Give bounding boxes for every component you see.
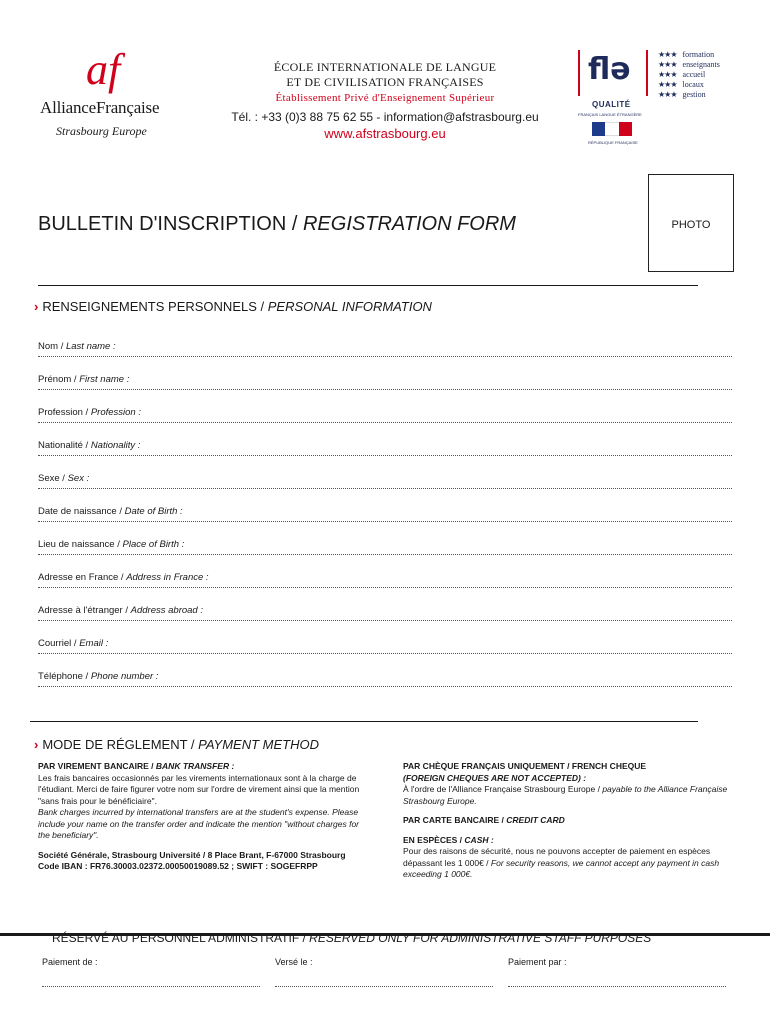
field-email[interactable]: [38, 640, 732, 654]
staff-field-paiement-de: Paiement de :: [42, 957, 98, 967]
staff-field-paiement-par: Paiement par :: [508, 957, 567, 967]
french-flag-icon: [592, 122, 632, 136]
cash-text: Pour des raisons de sécurité, nous ne pouvons accepter de paiement en espèces dépassant les 1 000€ / For security reasons, we cannot accept any payment in cash exceeding 1 000€.: [403, 846, 720, 879]
field-label: Date de naissance / Date of Birth :: [38, 506, 183, 517]
field-label: Sexe / Sex :: [38, 473, 90, 484]
school-header: [215, 60, 555, 143]
field-label: Téléphone / Phone number :: [38, 671, 159, 682]
staff-heading: RÉSERVÉ AU PERSONNEL ADMINISTRATIF / RESERVED ONLY FOR ADMINISTRATIVE STAFF PURPOSES: [52, 931, 652, 945]
stars-icon: ★★★: [658, 50, 677, 59]
bank-transfer-text-fr: Les frais bancaires occasionnés par les virements internationaux sont à la charge de l'étudiant. Merci de faire figurer votre nom sur l'ordre de virement ainsi que la mention "sans frais pour le bénéficiaire".: [38, 772, 360, 806]
field-label: Prénom / First name :: [38, 374, 130, 385]
bank-iban: Code IBAN : FR76.30003.02372.00050019089.52 ; SWIFT : SOGEFRPP: [38, 861, 318, 871]
payment-other-methods: [403, 761, 733, 881]
field-address-france[interactable]: [38, 574, 732, 588]
payment-bank-transfer: [38, 761, 373, 873]
republic-caption: RÉPUBLIQUE FRANÇAISE: [588, 140, 638, 145]
af-logo-mark: af: [86, 45, 121, 94]
field-label: Courriel / Email :: [38, 638, 109, 649]
card-title: PAR CARTE BANCAIRE / CREDIT CARD: [403, 815, 565, 825]
field-label: Adresse en France / Address in France :: [38, 572, 209, 583]
cheque-note: (FOREIGN CHEQUES ARE NOT ACCEPTED) :: [403, 772, 587, 783]
field-phone[interactable]: [38, 673, 732, 687]
stars-icon: ★★★: [658, 60, 677, 69]
fle-caption: FRANÇAIS LANGUE ÉTRANGÈRE: [578, 112, 642, 117]
field-label: Lieu de naissance / Place of Birth :: [38, 539, 185, 550]
af-logo-subtitle: Strasbourg Europe: [56, 124, 147, 138]
staff-field-verse-le: Versé le :: [275, 957, 313, 967]
fle-mark: flə: [588, 52, 631, 87]
fle-quality-label: [578, 50, 748, 150]
payment-method-heading: › MODE DE RÉGLEMENT / PAYMENT METHOD: [34, 737, 319, 752]
fle-quality-text: QUALITÉ: [592, 100, 631, 109]
af-logo-name: AllianceFrançaise: [40, 98, 160, 117]
stars-icon: ★★★: [658, 70, 677, 79]
personal-info-heading: › RENSEIGNEMENTS PERSONNELS / PERSONAL INFORMATION: [34, 299, 432, 314]
fle-criteria-item: ★★★ gestion: [658, 90, 706, 99]
staff-line-paiement-par[interactable]: [508, 986, 726, 987]
stars-icon: ★★★: [658, 90, 677, 99]
photo-label: PHOTO: [671, 219, 711, 231]
chevron-right-icon: ›: [34, 299, 39, 314]
bank-address: Société Générale, Strasbourg Université / 8 Place Brant, F-67000 Strasbourg: [38, 849, 346, 860]
field-label: Nom / Last name :: [38, 341, 116, 352]
alliance-francaise-logo: [38, 45, 188, 148]
cash-title: EN ESPÈCES / CASH :: [403, 834, 494, 845]
divider-middle: [30, 721, 698, 722]
divider-top: [38, 285, 698, 286]
cheque-text: À l'ordre de l'Alliance Française Strasbourg Europe / payable to the Alliance Française Strasbourg Europe.: [403, 784, 728, 806]
fle-criteria-item: ★★★ formation: [658, 50, 715, 59]
form-title: BULLETIN D'INSCRIPTION / REGISTRATION FORM: [38, 213, 516, 235]
header-line-1: ÉCOLE INTERNATIONALE DE LANGUE: [273, 60, 497, 74]
fle-criteria-item: ★★★ enseignants: [658, 60, 720, 69]
bank-transfer-title: PAR VIREMENT BANCAIRE / BANK TRANSFER :: [38, 761, 235, 771]
field-address-abroad[interactable]: [38, 607, 732, 621]
field-sex[interactable]: [38, 475, 732, 489]
staff-line-verse-le[interactable]: [275, 986, 493, 987]
field-label: Adresse à l'étranger / Address abroad :: [38, 605, 203, 616]
field-first-name[interactable]: [38, 376, 732, 390]
fle-criteria-list: [658, 50, 720, 100]
header-website[interactable]: www.afstrasbourg.eu: [324, 126, 446, 141]
fle-bracket-box: [578, 50, 648, 96]
field-place-of-birth[interactable]: [38, 541, 732, 555]
fle-criteria-item: ★★★ locaux: [658, 80, 704, 89]
stars-icon: ★★★: [658, 80, 677, 89]
field-nationality[interactable]: [38, 442, 732, 456]
field-profession[interactable]: [38, 409, 732, 423]
field-last-name[interactable]: [38, 343, 732, 357]
field-label: Nationalité / Nationality :: [38, 440, 141, 451]
fle-criteria-item: ★★★ accueil: [658, 70, 706, 79]
header-contact: Tél. : +33 (0)3 88 75 62 55 - information@afstrasbourg.eu: [231, 110, 539, 124]
field-label: Profession / Profession :: [38, 407, 141, 418]
field-date-of-birth[interactable]: [38, 508, 732, 522]
photo-box[interactable]: [648, 174, 734, 272]
cheque-title: PAR CHÈQUE FRANÇAIS UNIQUEMENT / FRENCH CHEQUE: [403, 761, 647, 771]
chevron-right-icon: ›: [34, 737, 39, 752]
staff-line-paiement-de[interactable]: [42, 986, 260, 987]
bank-transfer-text-en: Bank charges incurred by international transfers are at the student's expense. Please include your name on the transfer order and indicate the mention "without charges for the beneficiary".: [38, 807, 360, 840]
header-line-2: ET DE CIVILISATION FRANÇAISES: [286, 75, 484, 89]
header-line-3: Établissement Privé d'Enseignement Supérieur: [275, 92, 495, 104]
